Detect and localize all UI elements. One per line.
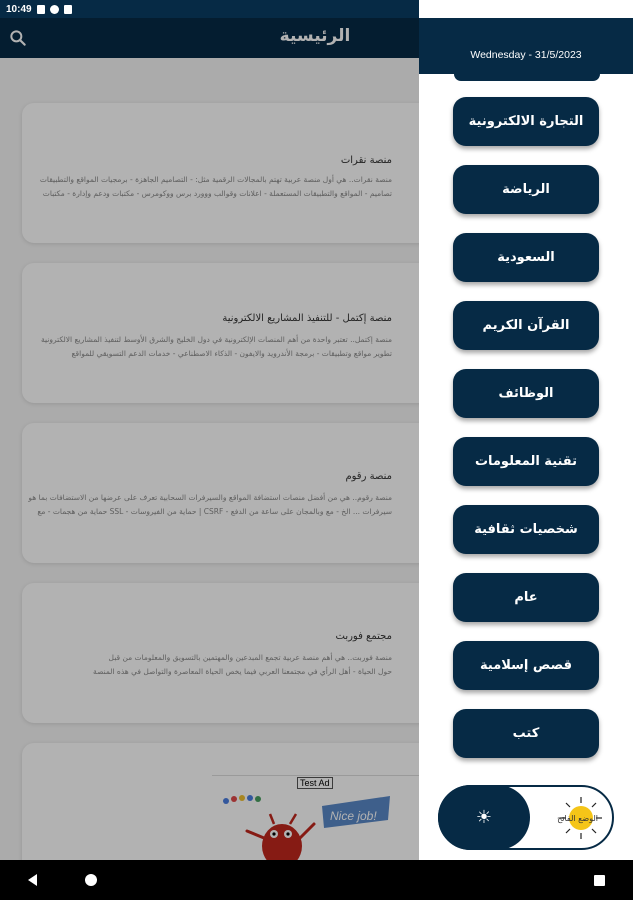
back-icon[interactable] — [28, 874, 37, 886]
home-icon[interactable] — [85, 874, 97, 886]
drawer-menu — [453, 97, 601, 777]
menu-item-sports[interactable]: الرياضة — [453, 165, 599, 214]
card-excerpt: حماية من هجمات - مع SSL - حماية من الفيروسات | CSRF - سيرفرات ... الخ - مع وبالمجان على ساعة من الدفع — [37, 507, 392, 516]
card-excerpt: حول الحياة - أهل الرأي في مجتمعنا العربي فيما يخص الحياة المعاصرة والتواصل في هذه المنصة — [93, 667, 392, 676]
card-excerpt: تطوير مواقع وتطبيقات - برمجة الأندرويد والايفون - الذكاء الاصطناعي - خدمات الدعم التسويقي للمواقع — [71, 349, 392, 358]
theme-toggle[interactable] — [438, 785, 614, 850]
menu-item-ecommerce[interactable]: التجارة الالكترونية — [453, 97, 599, 146]
menu-item-quran[interactable]: القرآن الكريم — [453, 301, 599, 350]
navigation-drawer — [419, 0, 633, 860]
menu-item-islamic-stories[interactable]: قصص إسلامية — [453, 641, 599, 690]
card-excerpt: منصة إكتمل.. تعتبر واحدة من أهم المنصات الإلكترونية في دول الخليج والشرق الأوسط لتنفيذ المشاريع الالكترونية — [40, 335, 392, 344]
menu-item-it[interactable]: تقنية المعلومات — [453, 437, 599, 486]
card-excerpt: منصة فوربت.. هي أهم منصة عربية تجمع المبدعين والمهتمين بالتسويق والمعلومات من قبل — [108, 653, 392, 662]
system-nav-bar — [0, 860, 633, 900]
menu-item-cultural-figures[interactable]: شخصيات ثقافية — [453, 505, 599, 554]
notification-icon — [37, 5, 45, 14]
drawer-date: Wednesday - 31/5/2023 — [470, 49, 582, 61]
ad-label: Test Ad — [297, 777, 333, 789]
status-time: 10:49 — [6, 3, 32, 15]
drawer-header — [419, 18, 633, 74]
card-title: مجتمع فوربت — [335, 631, 392, 642]
sun-icon: ☀ — [475, 807, 493, 828]
menu-item-books[interactable]: كتب — [453, 709, 599, 758]
app-notification-icon — [50, 5, 59, 14]
card-excerpt: تصاميم - المواقع والتطبيقات المستعملة - اعلانات وقوالب ووورد برس ووكومرس - مكتبات ودعم وإدارة - مكتبات — [42, 189, 392, 198]
menu-item-saudi[interactable]: السعودية — [453, 233, 599, 282]
toggle-knob[interactable] — [438, 785, 530, 850]
sim-icon — [64, 5, 72, 14]
card-excerpt: منصة نقرات.. هي أول منصة عربية تهتم بالمجالات الرقمية مثل: - التصاميم الجاهزة - برمجيات المواقع والتطبيقات — [39, 175, 392, 184]
page-title: الرئيسية — [279, 26, 351, 46]
card-title: منصة رقوم — [345, 471, 392, 482]
drawer-header-tab — [454, 74, 600, 81]
recents-icon[interactable] — [594, 875, 605, 886]
card-title: منصة نقرات — [340, 155, 392, 166]
card-excerpt: منصة رقوم.. هي من أفضل منصات استضافة المواقع والسيرفرات السحابية تعرف على عرضها من الاستضافات بما هو — [28, 493, 392, 502]
menu-item-jobs[interactable]: الوظائف — [453, 369, 599, 418]
ad-banner-text: Nice job! — [330, 809, 377, 823]
theme-label: الوضع الفاتح — [557, 814, 598, 823]
card-title: منصة إكتمل - للتنفيذ المشاريع الالكترونية — [222, 313, 392, 324]
menu-item-general[interactable]: عام — [453, 573, 599, 622]
